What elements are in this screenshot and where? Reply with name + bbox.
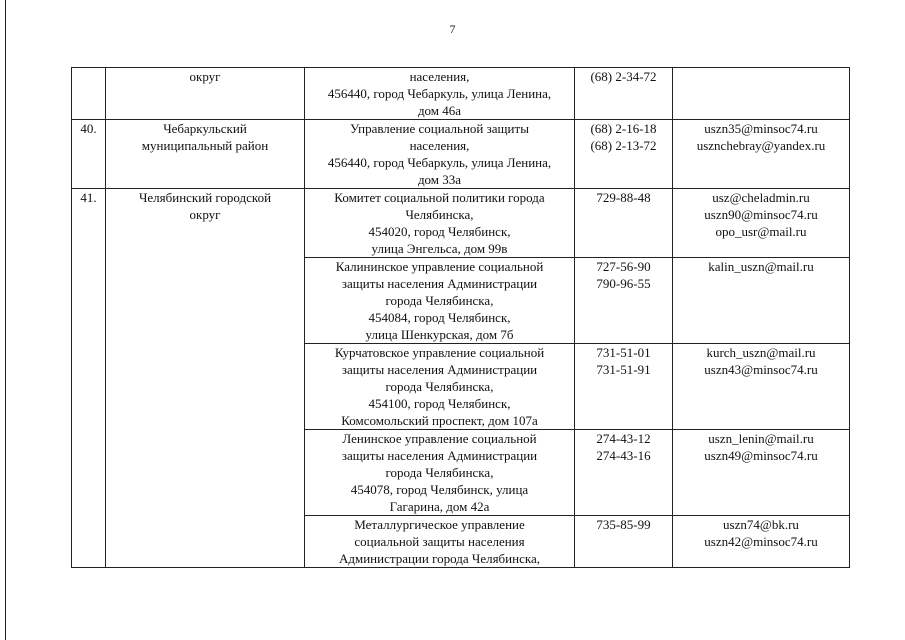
organization-cell: населения, 456440, город Чебаркуль, улица Ленина, дом 46а bbox=[305, 68, 575, 120]
municipality-cell: Чебаркульский муниципальный район bbox=[106, 120, 305, 189]
table-row bbox=[72, 120, 850, 189]
organization-cell: Комитет социальной политики города Челябинска, 454020, город Челябинск, улица Энгельса, дом 99в bbox=[305, 189, 575, 258]
organization-cell: Курчатовское управление социальной защиты населения Администрации города Челябинска, 454100, город Челябинск, Комсомольский проспект, дом 107а bbox=[305, 344, 575, 430]
phone-cell: (68) 2-16-18 (68) 2-13-72 bbox=[575, 120, 673, 189]
row-number: 41. bbox=[72, 189, 106, 568]
phone-cell: 731-51-01 731-51-91 bbox=[575, 344, 673, 430]
row-number bbox=[72, 68, 106, 120]
row-number: 40. bbox=[72, 120, 106, 189]
email-cell: usz@cheladmin.ru uszn90@minsoc74.ru opo_usr@mail.ru bbox=[673, 189, 850, 258]
page-number: 7 bbox=[449, 22, 456, 36]
organization-cell: Управление социальной защиты населения, 456440, город Чебаркуль, улица Ленина, дом 33а bbox=[305, 120, 575, 189]
email-cell bbox=[673, 68, 850, 120]
email-cell: uszn74@bk.ru uszn42@minsoc74.ru bbox=[673, 516, 850, 568]
phone-cell: (68) 2-34-72 bbox=[575, 68, 673, 120]
email-cell: kalin_uszn@mail.ru bbox=[673, 258, 850, 344]
email-cell: uszn35@minsoc74.ru usznchebray@yandex.ru bbox=[673, 120, 850, 189]
organization-cell: Металлургическое управление социальной защиты населения Администрации города Челябинска, bbox=[305, 516, 575, 568]
organization-cell: Калининское управление социальной защиты населения Администрации города Челябинска, 454084, город Челябинск, улица Шенкурская, дом 7б bbox=[305, 258, 575, 344]
social-protection-directory-table bbox=[71, 67, 850, 568]
phone-cell: 735-85-99 bbox=[575, 516, 673, 568]
page-frame-line bbox=[5, 0, 6, 640]
municipality-cell: округ bbox=[106, 68, 305, 120]
table-row bbox=[72, 68, 850, 120]
phone-cell: 727-56-90 790-96-55 bbox=[575, 258, 673, 344]
phone-cell: 729-88-48 bbox=[575, 189, 673, 258]
email-cell: kurch_uszn@mail.ru uszn43@minsoc74.ru bbox=[673, 344, 850, 430]
municipality-cell: Челябинский городской округ bbox=[106, 189, 305, 568]
email-cell: uszn_lenin@mail.ru uszn49@minsoc74.ru bbox=[673, 430, 850, 516]
table-row bbox=[72, 189, 850, 258]
organization-cell: Ленинское управление социальной защиты населения Администрации города Челябинска, 454078, город Челябинск, улица Гагарина, дом 42а bbox=[305, 430, 575, 516]
phone-cell: 274-43-12 274-43-16 bbox=[575, 430, 673, 516]
